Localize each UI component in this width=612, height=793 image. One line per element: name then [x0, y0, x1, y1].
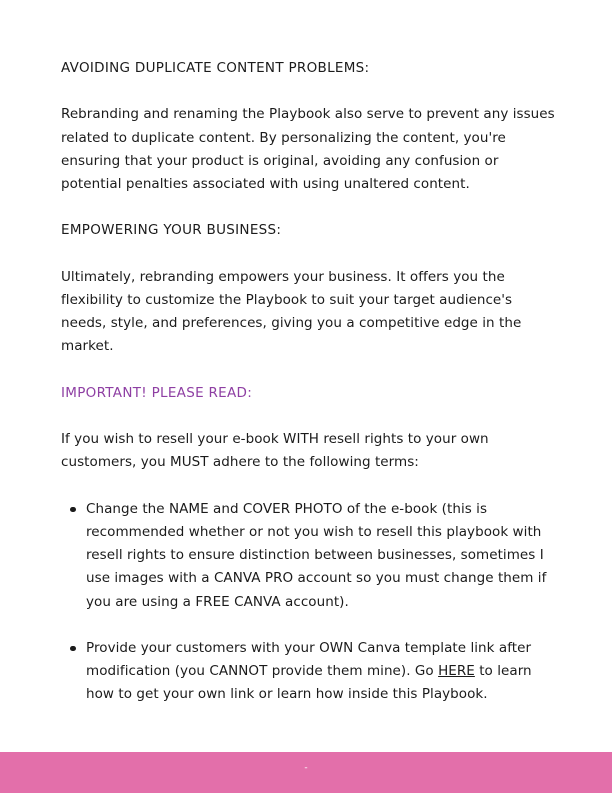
here-link[interactable]: HERE — [438, 663, 475, 680]
footer-bar — [0, 752, 612, 793]
empowering-business-heading: EMPOWERING YOUR BUSINESS: — [61, 222, 282, 239]
bullet-icon — [70, 507, 76, 513]
resell-terms-intro: If you wish to resell your e-book WITH resell rights to your own customers, you MUST adhere to the following terms: — [61, 431, 489, 471]
footer-page-mark: - — [304, 763, 308, 773]
document-page — [61, 57, 556, 730]
duplicate-content-heading: AVOIDING DUPLICATE CONTENT PROBLEMS: — [61, 60, 370, 76]
term-own-template-text-end: to learn how to get your own link or learn how inside this Playbook. — [86, 663, 532, 703]
resell-terms-list — [61, 498, 556, 707]
list-item — [86, 637, 556, 707]
duplicate-content-paragraph: Rebranding and renaming the Playbook also serve to prevent any issues related to duplicate content. By personalizing the content, you're ensuring that your product is original, avoiding any confusion or potential penalties associated with using unaltered content. — [61, 106, 555, 192]
term-change-name-cover: Change the NAME and COVER PHOTO of the e-book (this is recommended whether or not you wish to resell this playbook with resell rights to ensure distinction between businesses, sometimes I use images with a CANVA PRO account so you must change them if you are using a FREE CANVA account). — [86, 500, 547, 610]
term-own-template-link — [86, 640, 532, 702]
bullet-icon — [70, 646, 76, 652]
list-item — [86, 498, 556, 614]
term-own-template-text-start: Provide your customers with your OWN Canva template link after modification (you CANNOT provide them mine). Go — [86, 639, 532, 680]
empowering-business-paragraph: Ultimately, rebranding empowers your business. It offers you the flexibility to customize the Playbook to suit your target audience's needs, style, and preferences, giving you a competitive edge in the market. — [61, 268, 522, 355]
important-heading: IMPORTANT! PLEASE READ: — [61, 384, 253, 401]
